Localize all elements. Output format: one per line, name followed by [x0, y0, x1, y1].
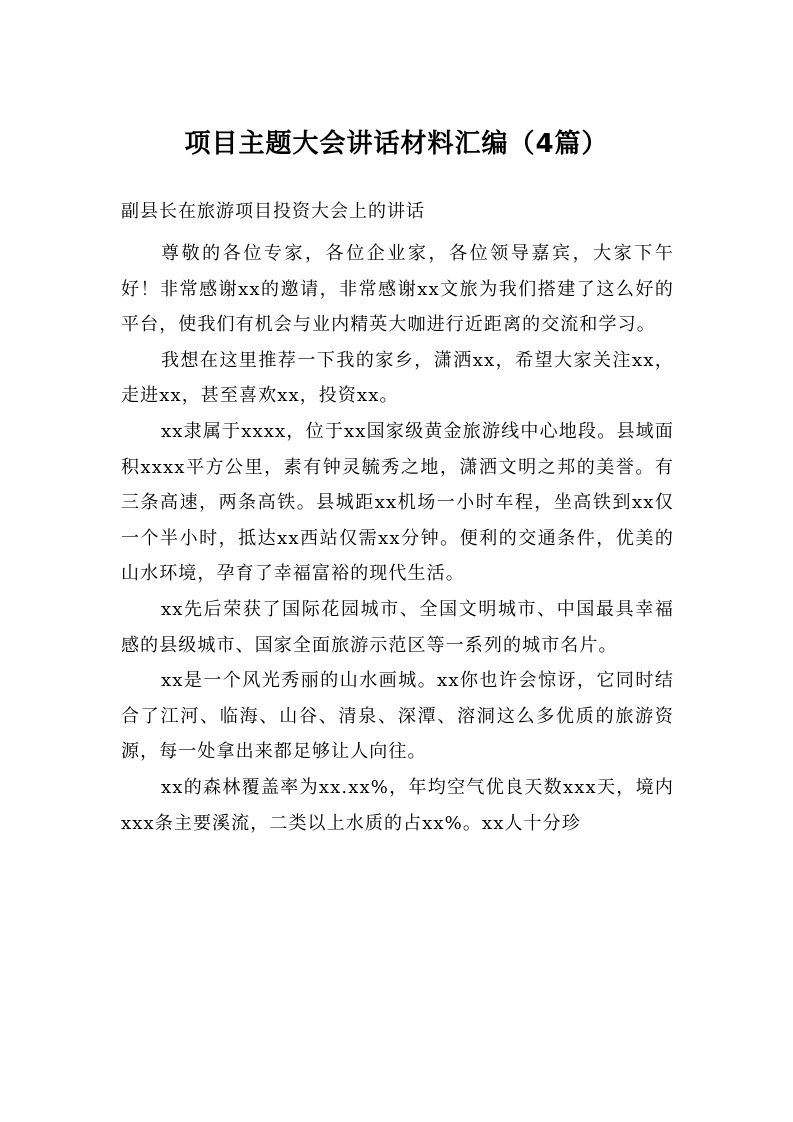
document-subtitle: 副县长在旅游项目投资大会上的讲话	[121, 201, 425, 222]
paragraph: xx是一个风光秀丽的山水画城。xx你也许会惊讶，它同时结合了江河、临海、山谷、清泉、深潭、溶洞这么多优质的旅游资源，每一处拿出来都足够让人向往。	[121, 670, 674, 763]
paragraph: xx的森林覆盖率为xx.xx%，年均空气优良天数xxx天，境内xxx条主要溪流，二类以上水质的占xx%。xx人十分珍	[121, 776, 674, 834]
document-body	[121, 236, 674, 841]
paragraph: 我想在这里推荐一下我的家乡，潇洒xx，希望大家关注xx，走进xx，甚至喜欢xx，投资xx。	[121, 349, 674, 407]
paragraph: 尊敬的各位专家，各位企业家，各位领导嘉宾，大家下午好！非常感谢xx的邀请，非常感谢xx文旅为我们搭建了这么好的平台，使我们有机会与业内精英大咖进行近距离的交流和学习。	[121, 243, 674, 336]
paragraph: xx先后荣获了国际花园城市、全国文明城市、中国最具幸福感的县级城市、国家全面旅游示范区等一系列的城市名片。	[121, 598, 674, 656]
document-title: 项目主题大会讲话材料汇编（4篇）	[184, 129, 609, 159]
paragraph: xx隶属于xxxx，位于xx国家级黄金旅游线中心地段。县域面积xxxx平方公里，素有钟灵毓秀之地，潇洒文明之邦的美誉。有三条高速，两条高铁。县城距xx机场一小时车程，坐高铁到xx仅一个半小时，抵达xx西站仅需xx分钟。便利的交通条件，优美的山水环境，孕育了幸福富裕的现代生活。	[121, 420, 674, 585]
